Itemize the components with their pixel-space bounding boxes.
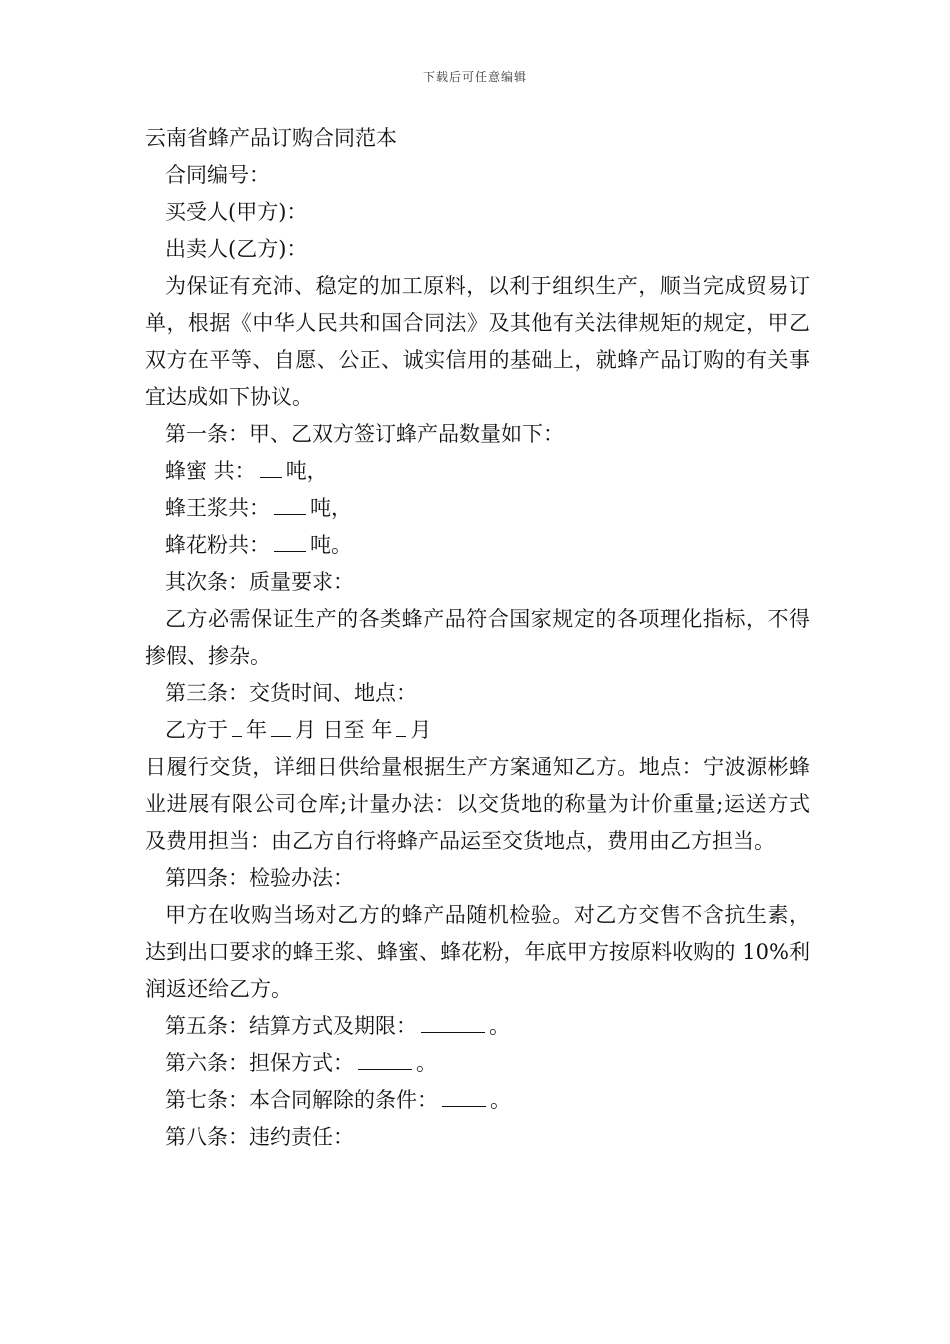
article-8-heading: 第八条：违约责任： [165,1125,354,1149]
settlement-blank [421,1012,485,1033]
article-6-end: 。 [416,1051,437,1075]
royal-jelly-label: 蜂王浆共： [165,496,270,520]
bee-pollen-quantity-line [145,527,810,564]
royal-jelly-unit: 吨， [310,496,352,520]
article-1-heading: 第一条：甲、乙双方签订蜂产品数量如下： [165,422,564,446]
article-5-line [145,1008,810,1045]
honey-quantity-blank [260,457,282,478]
honey-quantity-line [145,453,810,490]
delivery-month-blank [271,716,291,737]
document-title: 云南省蜂产品订购合同范本 [145,126,397,150]
article-6-label: 第六条：担保方式： [165,1051,354,1075]
contract-number-label: 合同编号： [165,163,270,187]
bee-pollen-label: 蜂花粉共： [165,533,270,557]
honey-unit: 吨， [285,459,328,483]
page-header-note: 下载后可任意编辑 [422,70,527,84]
article-5-label: 第五条：结算方式及期限： [165,1014,417,1038]
delivery-date-suffix: 月 [410,718,432,742]
article-5-end: 。 [489,1014,510,1038]
termination-blank [442,1086,486,1107]
bee-pollen-unit: 吨。 [310,533,352,557]
buyer-label: 买受人(甲方)： [165,200,308,224]
preamble-paragraph: 为保证有充沛、稳定的加工原料，以利于组织生产，顺当完成贸易订单，根据《中华人民共和国合同法》及其他有关法律规矩的规定，甲乙双方在平等、自愿、公正、诚实信用的基础上，就蜂产品订购的有关事宜达成如下协议。 [145,274,810,409]
honey-label: 蜂蜜 共： [165,459,256,483]
delivery-end-month-blank [396,716,406,737]
delivery-year-label: 年 [246,718,267,742]
royal-jelly-quantity-line [145,490,810,527]
delivery-date-middle: 月 日至 年 [295,718,393,742]
article-4-heading: 第四条：检验办法： [165,866,354,890]
article-7-end: 。 [490,1088,511,1112]
seller-label: 出卖人(乙方)： [165,237,308,261]
article-3-body: 日履行交货，详细日供给量根据生产方案通知乙方。地点：宁波源彬蜂业进展有限公司仓库;计量办法：以交货地的称量为计价重量;运送方式及费用担当：由乙方自行将蜂产品运至交货地点，费用由乙方担当。 [145,755,810,853]
delivery-year-blank [232,716,242,737]
guarantee-blank [358,1049,412,1070]
royal-jelly-quantity-blank [274,494,306,515]
article-7-line [145,1082,810,1119]
contract-document [145,120,810,1156]
article-3-heading: 第三条：交货时间、地点： [165,681,417,705]
article-6-line [145,1045,810,1082]
delivery-date-line [145,712,810,749]
delivery-date-prefix: 乙方于 [165,718,228,742]
article-2-heading: 其次条：质量要求： [165,570,354,594]
article-2-body: 乙方必需保证生产的各类蜂产品符合国家规定的各项理化指标，不得掺假、掺杂。 [145,607,810,668]
article-7-label: 第七条：本合同解除的条件： [165,1088,438,1112]
bee-pollen-quantity-blank [274,531,306,552]
article-4-body: 甲方在收购当场对乙方的蜂产品随机检验。对乙方交售不含抗生素，达到出口要求的蜂王浆、蜂蜜、蜂花粉，年底甲方按原料收购的 10%利润返还给乙方。 [145,903,810,1001]
